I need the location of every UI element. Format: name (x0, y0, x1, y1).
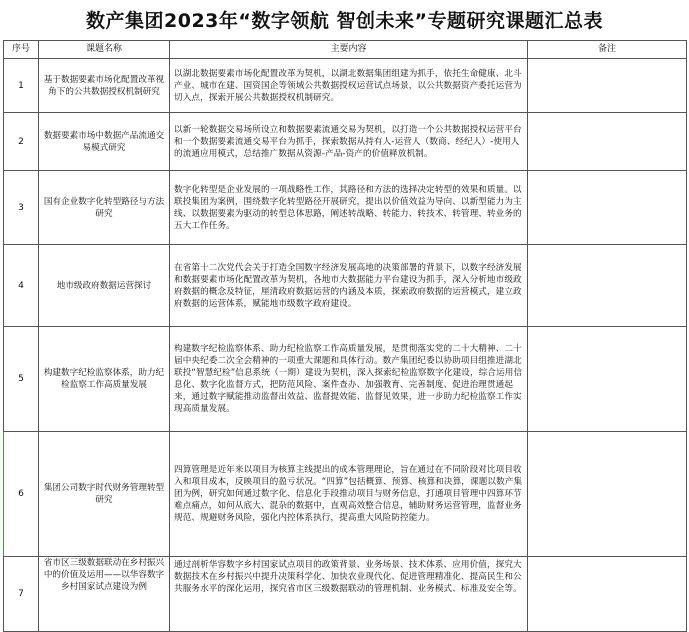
row-num: 2 (4, 113, 39, 171)
row-topic-name: 集团公司数字时代财务管理转型研究 (39, 432, 170, 557)
row-note (528, 59, 687, 113)
summary-table (3, 40, 687, 632)
page-title: 数产集团2023年“数字领航 智创未来”专题研究课题汇总表 (86, 10, 603, 32)
row-num: 6 (4, 432, 39, 557)
header-name: 课题名称 (39, 41, 170, 59)
table-row (4, 327, 687, 432)
row-note (528, 327, 687, 432)
table-row (4, 113, 687, 171)
row-topic-name: 国有企业数字化转型路径与方法研究 (39, 171, 170, 245)
row-note (528, 113, 687, 171)
row-topic-name: 基于数据要素市场化配置改革视角下的公共数据授权机制研究 (39, 59, 170, 113)
table-header-row (4, 41, 687, 59)
row-topic-name: 地市级政府数据运营探讨 (39, 245, 170, 327)
header-note: 备注 (528, 41, 687, 59)
header-num: 序号 (4, 41, 39, 59)
table-row (4, 59, 687, 113)
row-note (528, 245, 687, 327)
row-topic-name: 数据要素市场中数据产品流通交易模式研究 (39, 113, 170, 171)
row-num: 1 (4, 59, 39, 113)
table-row (4, 171, 687, 245)
header-main: 主要内容 (170, 41, 528, 59)
table-row (4, 432, 687, 557)
summary-table-container (3, 40, 686, 632)
row-num: 5 (4, 327, 39, 432)
row-note (528, 171, 687, 245)
row-main-content: 四算管理是近年来以项目为核算主线提出的成本管理理论，旨在通过在不同阶段对比项目收入和项目成本，反映项目的盈亏状况。“四算”包括概算、预算、核算和决算，课题以数产集团为例，研究如何通过数字化、信息化手段推动项目与财务信息，打通项目管理中四算环节难点痛点，如何从底大、混杂的数据中，直观高效整合信息，辅助财务运营管理，监督业务规范、规避财务风险，强化内控体系执行，提高重大风险防控能力。 (170, 432, 528, 557)
row-topic-name: 省市区三级数据联动在乡村振兴中的价值及运用——以华容数字乡村国家试点建设为例 (39, 557, 170, 632)
row-num: 4 (4, 245, 39, 327)
row-num: 3 (4, 171, 39, 245)
row-topic-name: 构建数字纪检监察体系，助力纪检监察工作高质量发展 (39, 327, 170, 432)
row-num: 7 (4, 557, 39, 632)
row-note (528, 557, 687, 632)
row-main-content: 通过剖析华容数字乡村国家试点项目的政策背景、业务场景、技术体系、应用价值，探究大数据技术在乡村振兴中提升决策科学化、加快农业现代化、促进管理精准化、提高民生和公共服务水平的深化运用，探究省市区三级数据联动的管理机制、业务模式、标准及安全等。 (170, 557, 528, 632)
row-main-content: 数字化转型是企业发展的一项战略性工作，其路径和方法的选择决定转型的效果和质量。以联投集团为案例，围绕数字化转型路径开展研究，提出以价值效益为导向、以新型能力为主线、以数据要素为驱动的转型总体思路，阐述转战略、转能力、转技术、转管理、转业务的五大工作任务。 (170, 171, 528, 245)
table-row (4, 245, 687, 327)
row-main-content: 以湖北数据要素市场化配置改革为契机，以湖北数据集团组建为抓手，依托生命健康、北斗产业、城市在建、国资国企等领域公共数据授权运营试点场景，以公共数据资产委托运营为切入点，探索开展公共数据授权机制研究。 (170, 59, 528, 113)
table-row (4, 557, 687, 632)
row-main-content: 以新一轮数据交易场所设立和数据要素流通交易为契机，以打造一个公共数据授权运营平台和一个数据要素流通交易平台为抓手，探索数据从持有人-运营人（数商、经纪人）-使用人的流通应用模式，总结推广数据从资源-产品-资产的价值释放机制。 (170, 113, 528, 171)
row-main-content: 在省第十二次党代会关于打造全国数字经济发展高地的决策部署的背景下，以数字经济发展和数据要素市场化配置改革为契机，各地市大数据能力平台建设为抓手，深入分析地市级政府数据的概念及特征，厘清政府数据运营的内涵及本质，探索政府数据的运营模式，建立政府数据的运营体系，赋能地市级数字政府建设。 (170, 245, 528, 327)
row-note (528, 432, 687, 557)
row-main-content: 构建数字纪检监察体系、助力纪检监察工作高质量发展，是贯彻落实党的二十大精神、二十届中央纪委二次全会精神的一项重大课题和具体行动。数产集团纪委以协助项目组推进湖北联投“智慧纪检”信息系统（一期）建设为契机，深入探索纪检监察数字化建设，综合运用信息化、数字化监督方式，把防范风险、案件查办、加强教育、完善制度、促进治理贯通起来，通过数字赋能推动监督出效益、监督提效能、监督见效果，进一步助力纪检监察工作实现高质量发展。 (170, 327, 528, 432)
